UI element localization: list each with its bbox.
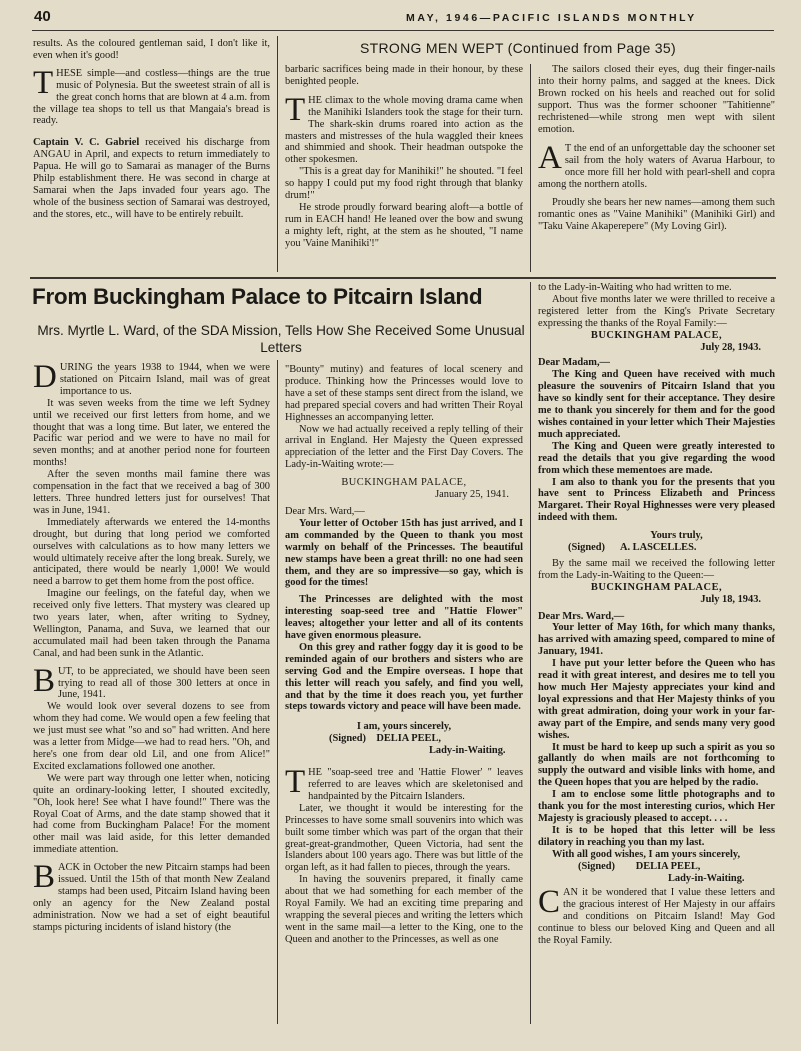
- letter-date: July 18, 1943.: [700, 593, 761, 605]
- column-rule: [277, 360, 278, 1024]
- letter-paragraph: Your letter of October 15th has just arrived, and I am commanded by the Queen to thank you most warmly on behalf of the Princesses. The beautiful new stamps have been a great thrill: no one had seen them, and they are so impressive—so gay, which is good for the times!: [285, 517, 523, 589]
- drop-cap: T: [33, 64, 54, 101]
- letter-signature: [285, 733, 523, 745]
- letter-heading: BUCKINGHAM PALACE,: [590, 581, 723, 593]
- letter-close: Yours truly,: [650, 530, 703, 542]
- paragraph: [33, 359, 270, 398]
- signatory-name: DELIA PEEL,: [376, 733, 442, 745]
- paragraph: [33, 64, 270, 128]
- paragraph: After the seven months mail famine there was compensation in the fact that we received a bag of 300 letters. Three hundred letters just for ourselves! That was in June, 1941.: [33, 469, 270, 516]
- letter-salutation: Dear Madam,—: [538, 357, 610, 369]
- paragraph-text: AN it be wondered that I value these letters and the gracious interest of Her Majesty in our affairs and conditions on Pitcairn Island! May God continue to bless our beloved King and Queen and all the Royal Family.: [538, 887, 775, 947]
- paragraph: [33, 662, 270, 702]
- paragraph-text: HE climax to the whole moving drama came when the Manihiki Islanders took the stage for their turn. The shark-skin drums roared into action as the masters and mistresses of the hula waggled their knees and shimmied and shook. Their headman outspoke the other spokesmen.: [285, 94, 523, 166]
- paragraph: He strode proudly forward bearing aloft—a bottle of rum in EACH hand! He leaned over the bow and swung a mighty left, right, at the stem as he shouted, "I name you 'Vaine Manihiki'!": [285, 201, 523, 249]
- letter-date: July 28, 1943.: [700, 341, 761, 353]
- header-rule: [32, 30, 774, 31]
- paragraph: results. As the coloured gentleman said, I don't like it, even when it's good!: [33, 38, 270, 61]
- drop-cap: C: [538, 884, 561, 921]
- drop-cap: B: [33, 662, 56, 699]
- letter-paragraph: It must be hard to keep up such a spirit as you so gallantly do when mails are not forthcoming to supply the outward and visible links with home, and the Queen hopes that you are helped by the radio.: [538, 741, 775, 789]
- person-name: Captain V. C. Gabriel: [33, 137, 140, 149]
- drop-cap: T: [285, 764, 306, 801]
- paragraph: [33, 137, 270, 220]
- drop-cap: B: [33, 859, 56, 896]
- signed-label: (Signed): [568, 542, 605, 554]
- running-title: MAY, 1946—PACIFIC ISLANDS MONTHLY: [406, 12, 697, 24]
- paragraph: barbaric sacrifices being made in their honour, by these benighted people.: [285, 64, 523, 87]
- signatory-name: DELIA PEEL,: [635, 860, 701, 872]
- letter-paragraph: The Princesses are delighted with the most interesting soap-seed tree and "Hattie Flower" leaves; altogether your letter and all of its contents have given enormous pleasure.: [285, 594, 523, 642]
- paragraph: Imagine our feelings, on the fateful day, when we received only five letters. That mystery was cleared up two years later, when, after writing to Sydney, Wellington, Panama, and Suva, we learned that our accumulated mail had been taken through the Panama Canal, and had been sunk in the Atlantic.: [33, 588, 270, 659]
- letter-heading: BUCKINGHAM PALACE,: [590, 329, 723, 341]
- paragraph: We would look over several dozens to see from whom they had come. We would open a few feeling that we just must see what "so and so" had written. And here was a letter from Midge—we had to read hers. "Oh, and here's one from dear old Lil, and one from Alice!" Excited exclamations followed one another.: [33, 701, 270, 772]
- drop-cap: T: [285, 91, 306, 128]
- paragraph: Now we had actually received a reply telling of their arrival in England. Her Majesty the Queen expressed appreciation of the letter and the First Day Covers. The Lady-in-Waiting wrote:—: [285, 423, 523, 471]
- continued-title: STRONG MEN WEPT (Continued from Page 35): [360, 40, 676, 56]
- paragraph-text: URING the years 1938 to 1944, when we were stationed on Pitcairn Island, mail was of great importance to us.: [59, 362, 270, 397]
- letter-paragraph: On this grey and rather foggy day it is good to be reminded again of our brothers and sisters who are serving God and the Empire overseas. I hope that this letter will reach you safely, and find you well, and that by the time it does reach you, yet further steps towards victory and peace will have been made.: [285, 641, 523, 713]
- bottom-column-3: [538, 282, 775, 947]
- drop-cap: D: [33, 359, 57, 395]
- paragraph: About five months later we were thrilled to receive a registered letter from the King's Private Secretary expressing the thanks of the Royal Family:—: [538, 293, 775, 329]
- paragraph: By the same mail we received the following letter from the Lady-in-Waiting to the Queen:—: [538, 557, 775, 581]
- paragraph: [538, 140, 775, 191]
- paragraph: [33, 859, 270, 933]
- paragraph: "This is a great day for Manihiki!" he shouted. "I feel so happy I could put my food right through that blanky drum!": [285, 166, 523, 202]
- page-number: 40: [34, 8, 51, 25]
- article-subtitle: Mrs. Myrtle L. Ward, of the SDA Mission, Tells How She Received Some Unusual Letters: [37, 323, 525, 355]
- letter-close: I am, yours sincerely,: [356, 721, 452, 733]
- column-rule: [530, 64, 531, 272]
- signed-label: (Signed): [329, 733, 366, 745]
- letter-paragraph: It is to be hoped that this letter will be less dilatory in reaching you than my last.: [538, 824, 775, 848]
- paragraph-text: ACK in October the new Pitcairn stamps had been issued. Until the 15th of that month New Zealand stamps had been used, Pitcairn Island having been only an agency for the New Zealand postal administration. Now we had a set of eight beautiful stamps picturing incidents of island history (the: [33, 862, 270, 933]
- bottom-column-2: [285, 364, 523, 946]
- bottom-column-1: [33, 359, 270, 934]
- letter-signature: [538, 542, 775, 554]
- signatory-title: Lady-in-Waiting.: [668, 872, 745, 884]
- letter-paragraph: I am also to thank you for the presents that you have sent to Princess Elizabeth and Princess Margaret. Their Royal Highnesses were very pleased indeed with them.: [538, 476, 775, 524]
- paragraph: We were part way through one letter when, noticing quite an ordinary-looking letter, I shouted excitedly, "Oh, look here! See what I have found!" There was the Royal Coat of Arms, and the date stamp showed that it had come from Buckingham Palace! For the moment other mail was laid aside, for this letter demanded immediate attention.: [33, 772, 270, 856]
- paragraph-text: T the end of an unforgettable day the schooner set sail from the holy waters of Avarua Harbour, to once more fill her hold with pearl-shell and copra among the northern atolls.: [538, 143, 775, 191]
- letter-paragraph: I am to enclose some little photographs and to thank you for the most interesting curios, which Her Majesty is graciously pleased to accept. . . .: [538, 789, 775, 824]
- letter-signature: [538, 861, 775, 873]
- paragraph-text: received his discharge from ANGAU in April, and expects to return immediately to Papua. He will go to Samarai as manager of the Burns Philp establishment there. He was second in charge at Samarai when the Japs invaded four years ago. The whole of the business section of Samarai was destroyed, and the stores, etc., will have to be entirely rebuilt.: [33, 137, 270, 220]
- paragraph: to the Lady-in-Waiting who had written to me.: [538, 282, 732, 293]
- drop-cap: A: [538, 140, 562, 177]
- letter-heading: BUCKINGHAM PALACE,: [341, 477, 467, 489]
- letter-paragraph: I have put your letter before the Queen who has read it with great interest, and desires me to tell you how much Her Majesty appreciates your kind and loyal expressions and that Her Majesty thinks of you with great admiration, doing your work in your far-away part of the Empire, and sends many very good wishes.: [538, 658, 775, 741]
- paragraph: "Bounty" mutiny) and features of local scenery and produce. Thinking how the Princesses would love to have a set of these stamps sent direct from the island, we had prepared special covers and had written Their Royal Highnesses an accompanying letter.: [285, 364, 523, 423]
- signatory-name: A. LASCELLES.: [619, 542, 697, 554]
- letter-date: January 25, 1941.: [435, 489, 509, 501]
- article-title: From Buckingham Palace to Pitcairn Island: [32, 284, 483, 309]
- letter-salutation: Dear Mrs. Ward,—: [285, 505, 365, 517]
- column-rule: [530, 282, 531, 1024]
- paragraph: [538, 884, 775, 947]
- paragraph: [285, 764, 523, 803]
- signed-label: (Signed): [578, 860, 615, 872]
- paragraph-text: HE "soap-seed tree and 'Hattie Flower' " leaves referred to are leaves which are skeletonised and handpainted by the Pitcairn Islanders.: [308, 767, 523, 802]
- paragraph: In having the souvenirs prepared, it finally came about that we had something for each member of the Royal Family. We had an exciting time preparing and wrapping the several pieces and writing the letters which went in the same mail—a letter to the King, one to the Queen and another to the Princesses, as well as one: [285, 874, 523, 945]
- paragraph: Later, we thought it would be interesting for the Princesses to have some small souvenirs into which was built some timber which was part of the organ that their great-great-grandmother, Queen Victoria, had sent the Islanders about 100 years ago. There was but little of the organ left, as it had fallen to pieces, through the years.: [285, 802, 523, 874]
- letter-paragraph: With all good wishes, I am yours sincerely,: [552, 848, 741, 860]
- top-column-2: [285, 64, 523, 250]
- letter-paragraph: Your letter of May 16th, for which many thanks, has arrived with amazing speed, compared to mine of January, 1941.: [538, 622, 775, 658]
- paragraph-text: HESE simple—and costless—things are the true music of Polynesia. But the sweetest strain of all is the great conch horns that are blown at 4 a.m. from the village tea shops to tell us that Mangaia's bread is ready.: [33, 67, 270, 127]
- paragraph: It was seven weeks from the time we left Sydney until we received our first letters from home, and we thought that was a long time. But later, we entered the Pacific war period and we were to have no mail for seven months; and at another period none for fourteen months!: [33, 397, 270, 469]
- paragraph: The sailors closed their eyes, dug their finger-nails into their horny palms, and sagged at the knees. Dick Brown rocked on his heels and reached out for solid support. Thus was the former schooner "Tahitienne" rechristened—while strong men wept with silent emotion.: [538, 64, 775, 135]
- top-column-3: [538, 64, 775, 233]
- signatory-title: Lady-in-Waiting.: [429, 745, 506, 757]
- paragraph: Immediately afterwards we entered the 14-months drought, but during that long period we comforted ourselves with calculations as to how many letters we would ultimately receive after the long break. Surely, we anticipated, there would be nearly 1,000! We would need a barrow to get them home from the post office.: [33, 516, 270, 588]
- top-column-1: [33, 38, 270, 221]
- column-rule: [277, 36, 278, 272]
- section-divider: [30, 277, 776, 279]
- paragraph: Proudly she bears her new names—among them such romantic ones as "Vaine Manihiki" (Manihiki Girl) and "Taku Vaine Akaperepere" (My Loving Girl).: [538, 197, 775, 232]
- paragraph: [285, 91, 523, 166]
- letter-paragraph: The King and Queen were greatly interested to read the details that you give regarding the wood from which these mementoes are made.: [538, 440, 775, 476]
- letter-paragraph: The King and Queen have received with much pleasure the souvenirs of Pitcairn Island that you have so kindly sent for their acceptance. They desire me to thank you sincerely for them and for the good wishes contained in your letter which Their Majesties much appreciated.: [538, 369, 775, 440]
- paragraph-text: UT, to be appreciated, we should have been seen trying to read all of those 300 letters at once in June, 1941.: [58, 665, 270, 701]
- letter-salutation: Dear Mrs. Ward,—: [538, 610, 625, 622]
